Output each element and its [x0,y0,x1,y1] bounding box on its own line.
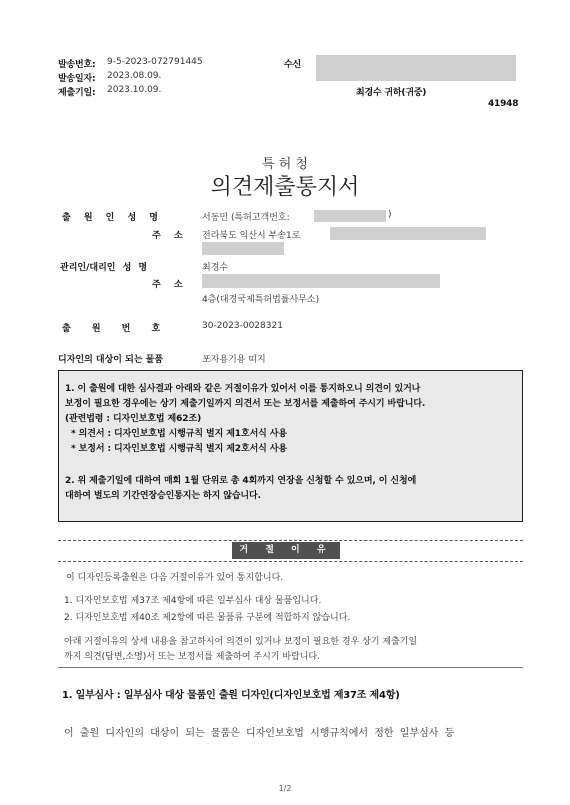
notice-line-1: 1. 이 출원에 대한 심사결과 아래와 같은 거절이유가 있어서 이를 통지하오니 의견이 있거나 [65,384,421,394]
reasons-detail-line-1: 아래 거절이유의 상세 내용을 참고하시어 의견이 있거나 보정이 필요한 경우 상기 제출기일 [64,637,418,647]
customer-number-redaction [314,210,386,222]
document-title: 의견제출통지서 [210,175,360,200]
postal-code: 41948 [488,99,519,109]
application-number: 30-2023-0028321 [202,321,283,331]
section-divider-top [58,540,523,541]
reasons-intro: 이 디자인등록출원은 다음 거절이유가 있어 통지합니다. [66,573,284,583]
section-divider-bottom [58,561,523,562]
dispatch-date: 2023.08.09. [107,71,162,81]
dispatch-number: 9-5-2023-072791445 [107,57,203,67]
recipient-label: 수신 [284,60,301,70]
deadline-label: 제출기일: [58,88,96,98]
reasons-end-divider [58,667,523,668]
agent-name: 최경수 [202,263,229,273]
page-number: 1/2 [278,784,292,793]
agent-address-label: 주 소 [152,280,183,290]
notice-line-6: 2. 위 제출기일에 대하여 매회 1월 단위로 총 4회까지 연장을 신청할 수 있으며, 이 신청에 [65,476,417,486]
article-value: 포자용기용 띠지 [202,355,266,365]
notice-line-2: 보정이 필요한 경우에는 상기 제출기일까지 의견서 또는 보정서를 제출하여 주시기 바랍니다. [65,399,426,409]
applicant-address-redaction-2 [202,242,284,255]
office-name: 특 허 청 [262,157,308,172]
notice-box [58,370,523,522]
notice-line-7: 대하여 별도의 기간연장승인통지는 하지 않습니다. [65,491,261,501]
recipient-name: 최경수 귀하(귀중) [356,88,427,98]
reasons-detail-line-2: 까지 의견(답변,소명)서 또는 보정서를 제출하여 주시기 바랍니다. [64,652,320,662]
agent-address-line2: 4층(대경국제특허법률사무소) [202,295,320,305]
dispatch-number-label: 발송번호: [58,60,96,70]
notice-line-3: (관련법령 : 디자인보호법 제62조) [65,414,202,424]
application-number-label: 출 원 번 호 [62,324,161,334]
applicant-address: 전라북도 익산시 부송1로 [202,231,301,241]
applicant-address-label: 주 소 [152,231,183,241]
notice-line-5: * 보정서 : 디자인보호법 시행규칙 별지 제2호서식 사용 [71,444,287,454]
agent-address-redaction [202,274,440,288]
article-label: 디자인의 대상이 되는 물품 [58,355,164,365]
reason-item-2: 2. 디자인보호법 제40조 제2항에 따른 물품류 구분에 적합하지 않습니다. [64,613,351,623]
applicant-name: 서동민 (특허고객번호: [202,213,290,223]
applicant-name-close: ) [388,210,392,220]
deadline-date: 2023.10.09. [107,85,162,95]
applicant-address-redaction [330,227,486,240]
agent-label: 관리인/대리인 성 명 [60,263,148,273]
dispatch-date-label: 발송일자: [58,74,96,84]
section-1-body: 이 출원 디자인의 대상이 되는 물품은 디자인보호법 시행규칙에서 정한 일부심사 등 [64,728,455,739]
rejection-reasons-heading: 거 절 이 유 [232,542,340,559]
notice-line-4: * 의견서 : 디자인보호법 시행규칙 별지 제1호서식 사용 [71,429,287,439]
applicant-label: 출 원 인 성 명 [62,213,159,223]
recipient-redaction [316,55,516,81]
reason-item-1: 1. 디자인보호법 제37조 제4항에 따른 일부심사 대상 물품입니다. [64,596,322,606]
section-1-heading: 1. 일부심사 : 일부심사 대상 물품인 출원 디자인(디자인보호법 제37조 제4항) [62,690,400,701]
